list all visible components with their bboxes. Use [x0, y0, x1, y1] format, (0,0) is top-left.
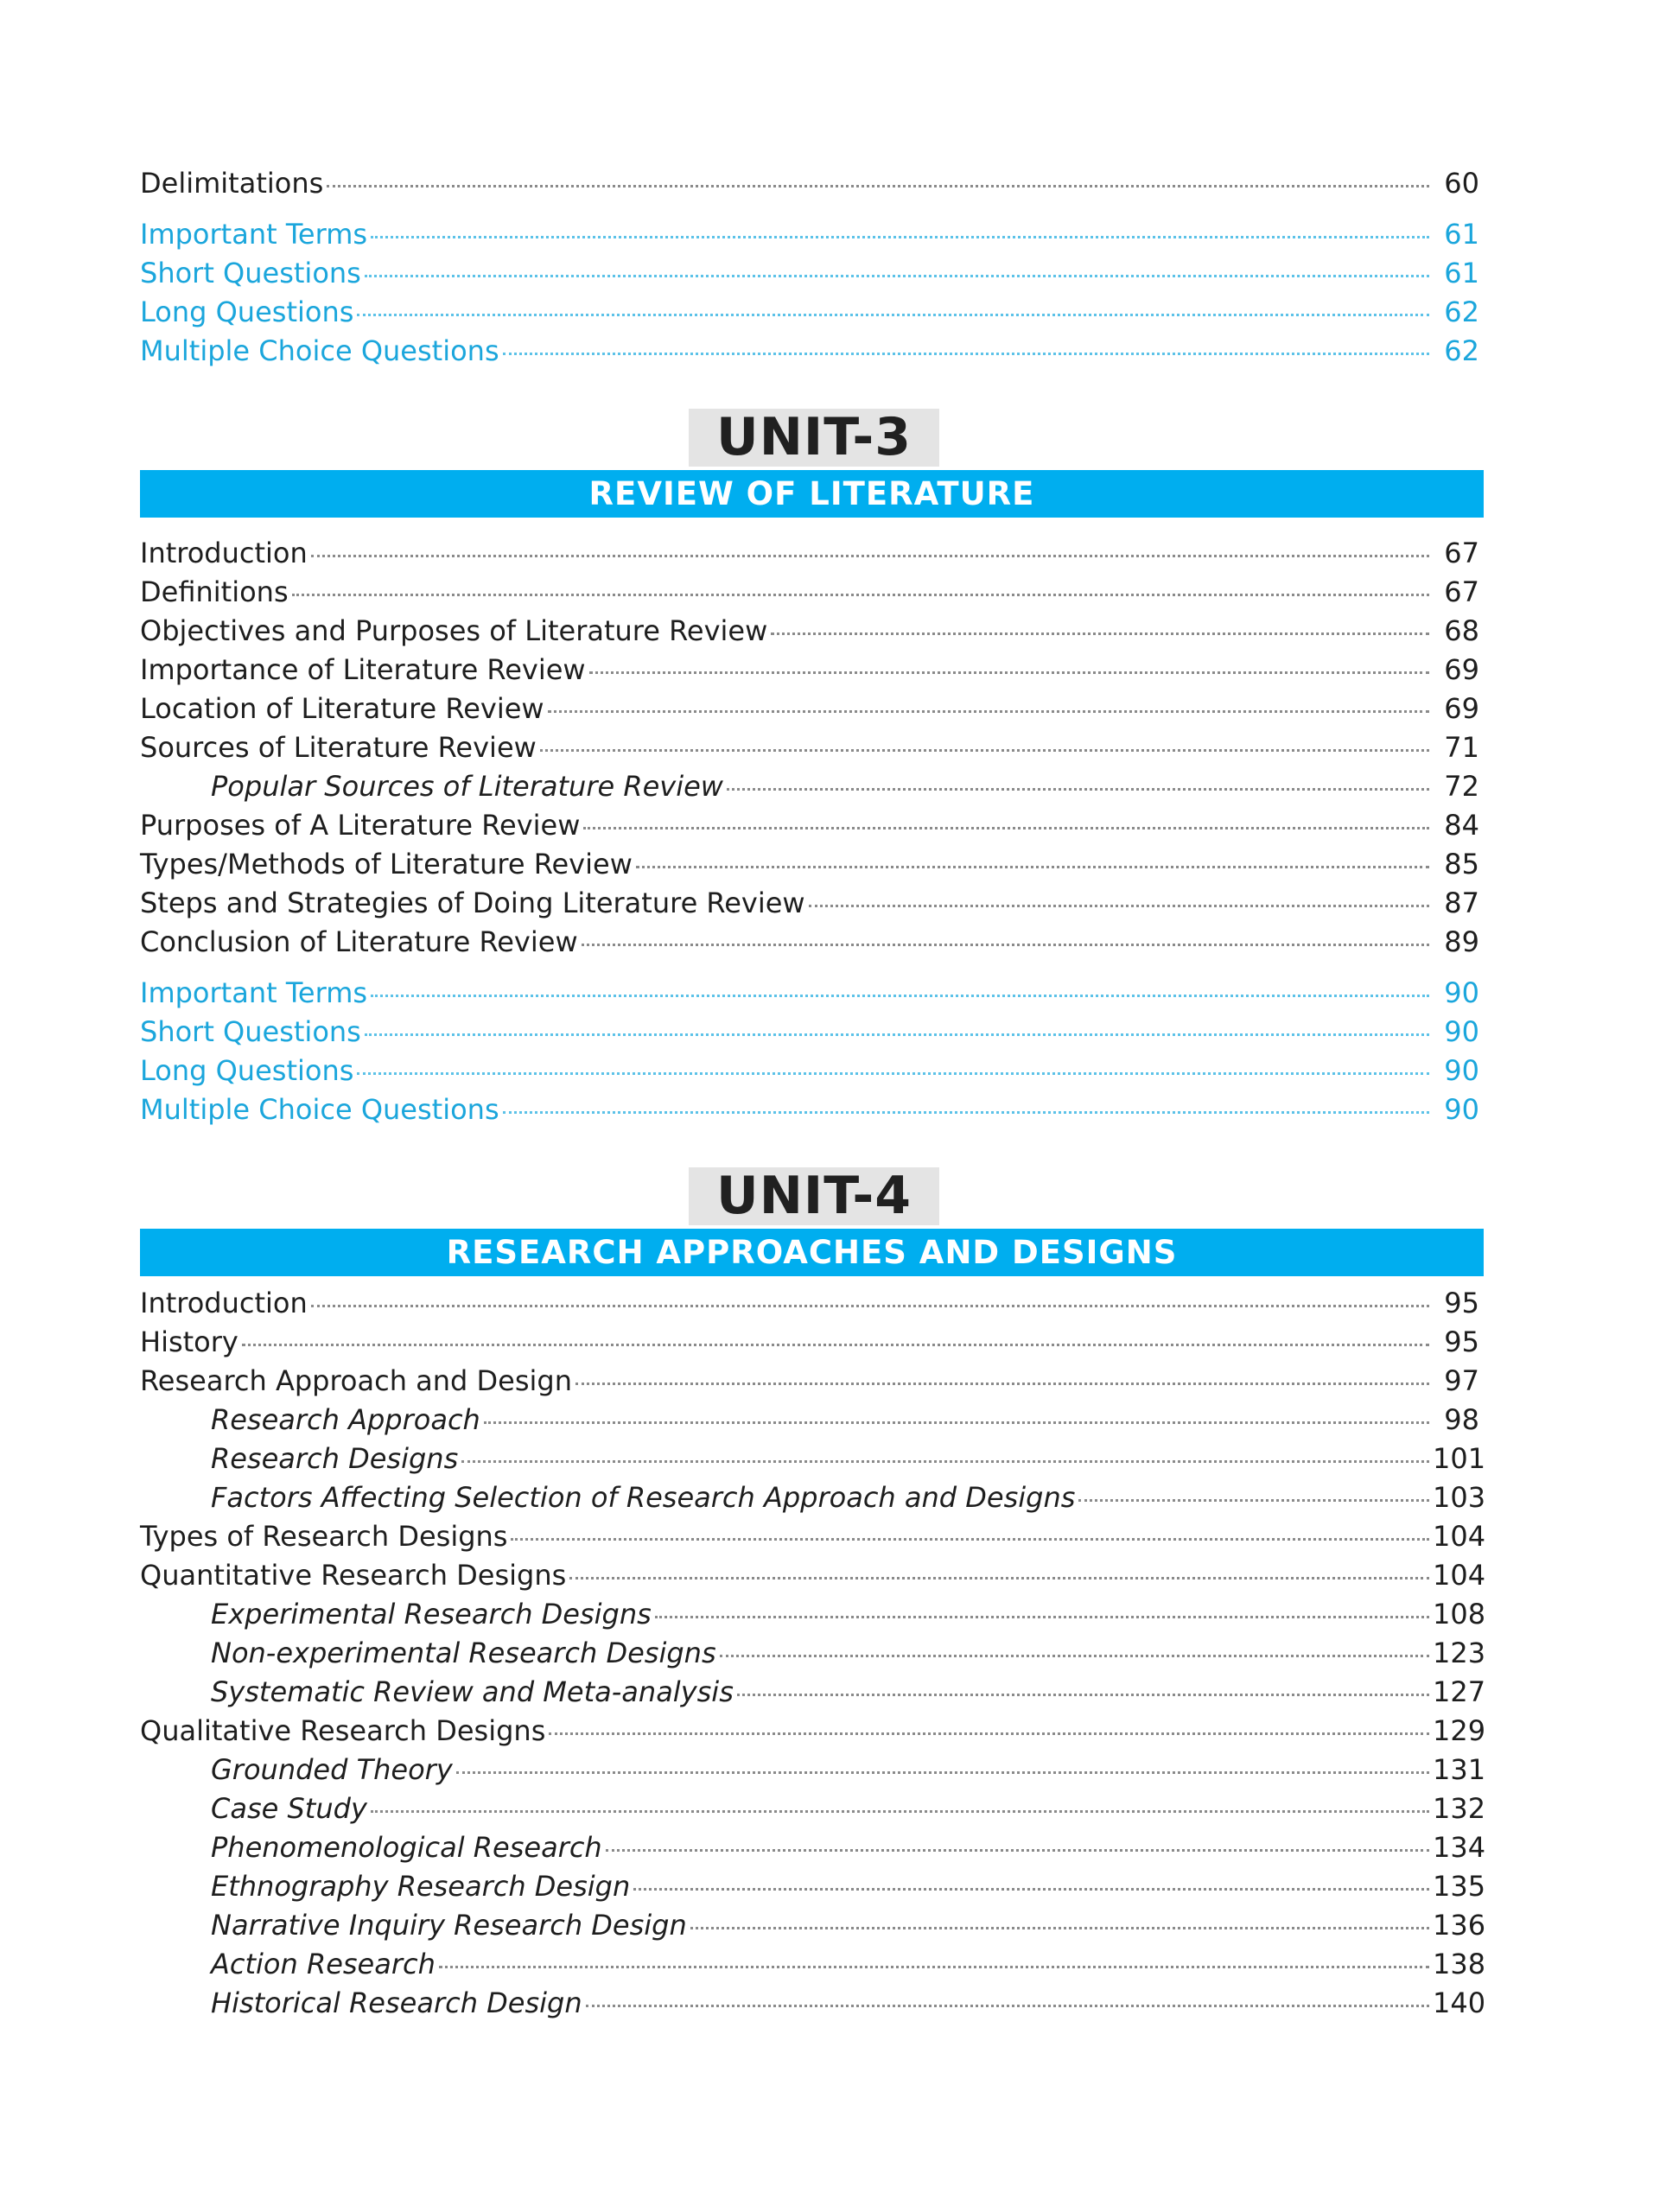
toc-entry-title: Short Questions [140, 257, 361, 289]
dot-leader [582, 943, 1429, 946]
toc-entry[interactable] [140, 1013, 1479, 1052]
toc-entry[interactable] [140, 1284, 1479, 1323]
toc-entry-page: 90 [1444, 1054, 1479, 1087]
toc-entry-title: Action Research [211, 1948, 436, 1980]
dot-leader [655, 1615, 1429, 1618]
toc-entry-title: Conclusion of Literature Review [140, 925, 578, 958]
toc-entry-page: 90 [1444, 976, 1479, 1009]
dot-leader [1078, 1498, 1429, 1502]
toc-entry-page: 87 [1444, 887, 1479, 919]
dot-leader [549, 1732, 1429, 1735]
toc-entry-page: 108 [1433, 1598, 1486, 1630]
dot-leader [633, 1887, 1429, 1891]
toc-entry-page: 60 [1444, 167, 1479, 200]
toc-entry-page: 67 [1444, 537, 1479, 569]
toc-entry-title: Objectives and Purposes of Literature Review [140, 614, 768, 647]
dot-leader [292, 593, 1429, 596]
toc-entry[interactable] [140, 254, 1479, 293]
dot-leader [503, 352, 1429, 355]
toc-entry-title: Long Questions [140, 1054, 354, 1087]
toc-entry-page: 127 [1433, 1675, 1486, 1708]
toc-entry-title: Systematic Review and Meta-analysis [211, 1675, 734, 1708]
unit3-title-bar: REVIEW OF LITERATURE [140, 470, 1484, 518]
toc-entry-page: 131 [1433, 1753, 1486, 1786]
dot-leader [484, 1421, 1429, 1424]
dot-leader [548, 709, 1429, 713]
toc-entry-title: Multiple Choice Questions [140, 334, 499, 367]
toc-entry-page: 103 [1433, 1481, 1486, 1514]
toc-entry-title: Sources of Literature Review [140, 731, 537, 764]
dot-leader [589, 671, 1429, 674]
toc-entry-page: 136 [1433, 1909, 1486, 1942]
dot-leader [456, 1770, 1429, 1774]
toc-entry-title: Important Terms [140, 218, 368, 251]
dot-leader [575, 1382, 1429, 1385]
toc-entry-page: 84 [1444, 809, 1479, 842]
toc-entry-title: Delimitations [140, 167, 324, 200]
dot-leader [311, 1304, 1429, 1307]
toc-entry-title: Factors Affecting Selection of Research Approach and Designs [211, 1481, 1076, 1514]
toc-entry[interactable] [140, 573, 1479, 612]
toc-entry-title: Qualitative Research Designs [140, 1714, 546, 1747]
toc-subentry[interactable] [140, 1828, 1486, 1867]
toc-entry[interactable] [140, 293, 1479, 332]
toc-entry[interactable] [140, 1323, 1479, 1362]
toc-entry-page: 68 [1444, 614, 1479, 647]
dot-leader [809, 904, 1429, 907]
dot-leader [439, 1965, 1429, 1968]
toc-entry[interactable] [140, 1090, 1479, 1129]
toc-subentry[interactable] [140, 1634, 1486, 1673]
toc-entry[interactable] [140, 612, 1479, 651]
toc-entry-title: Historical Research Design [211, 1986, 582, 2019]
toc-entry-page: 62 [1444, 296, 1479, 328]
toc-entry[interactable] [140, 1362, 1479, 1401]
toc-entry-page: 140 [1433, 1986, 1486, 2019]
dot-leader [327, 184, 1429, 188]
toc-entry-page: 67 [1444, 575, 1479, 608]
toc-entry-title: Ethnography Research Design [211, 1870, 631, 1903]
toc-subentry[interactable] [140, 767, 1479, 806]
toc-entry-page: 95 [1444, 1287, 1479, 1319]
dot-leader [371, 994, 1429, 997]
unit3-label: UNIT-3 [689, 409, 939, 467]
dot-leader [365, 274, 1429, 277]
toc-entry-page: 123 [1433, 1637, 1486, 1669]
toc-entry-title: Short Questions [140, 1015, 361, 1048]
toc-entry-title: Introduction [140, 1287, 308, 1319]
toc-entry[interactable] [140, 845, 1479, 884]
toc-entry-page: 90 [1444, 1093, 1479, 1126]
toc-subentry[interactable] [140, 1789, 1486, 1828]
dot-leader [311, 554, 1429, 557]
toc-subentry[interactable] [140, 1595, 1486, 1634]
toc-entry-title: Important Terms [140, 976, 368, 1009]
toc-subentry[interactable] [140, 1751, 1486, 1789]
dot-leader [690, 1926, 1429, 1929]
dot-leader [636, 865, 1429, 868]
toc-entry-page: 90 [1444, 1015, 1479, 1048]
toc-entry[interactable] [140, 1517, 1486, 1556]
toc-entry[interactable] [140, 806, 1479, 845]
toc-entry-title: Definitions [140, 575, 289, 608]
dot-leader [461, 1459, 1429, 1463]
toc-subentry[interactable] [140, 1867, 1486, 1906]
toc-entry-page: 132 [1433, 1792, 1486, 1825]
dot-leader [606, 1848, 1429, 1852]
toc-subentry[interactable] [140, 1945, 1486, 1984]
toc-entry-title: Experimental Research Designs [211, 1598, 652, 1630]
dot-leader [771, 632, 1429, 635]
toc-entry-page: 61 [1444, 218, 1479, 251]
toc-entry-title: Case Study [211, 1792, 367, 1825]
toc-entry[interactable] [140, 884, 1479, 923]
toc-entry-title: Location of Literature Review [140, 692, 544, 725]
spacer [140, 962, 1479, 974]
unit3-toc [140, 534, 1479, 1129]
dot-leader [357, 313, 1429, 316]
dot-leader [357, 1071, 1429, 1075]
toc-entry-title: Steps and Strategies of Doing Literature Review [140, 887, 805, 919]
toc-entry-title: Long Questions [140, 296, 354, 328]
toc-entry-title: Multiple Choice Questions [140, 1093, 499, 1126]
toc-entry-title: Introduction [140, 537, 308, 569]
toc-entry-page: 135 [1433, 1870, 1486, 1903]
dot-leader [371, 1809, 1429, 1813]
toc-entry[interactable] [140, 1556, 1486, 1595]
toc-entry-page: 71 [1444, 731, 1479, 764]
toc-entry[interactable] [140, 164, 1479, 203]
toc-entry[interactable] [140, 534, 1479, 573]
toc-entry-page: 95 [1444, 1325, 1479, 1358]
toc-entry[interactable] [140, 1052, 1479, 1090]
dot-leader [365, 1033, 1429, 1036]
toc-entry-title: Research Designs [211, 1442, 459, 1475]
toc-entry-page: 69 [1444, 692, 1479, 725]
toc-entry-title: History [140, 1325, 238, 1358]
toc-entry-title: Phenomenological Research [211, 1831, 602, 1864]
dot-leader [503, 1110, 1429, 1114]
toc-entry-page: 62 [1444, 334, 1479, 367]
toc-entry[interactable] [140, 690, 1479, 728]
toc-entry-title: Quantitative Research Designs [140, 1559, 567, 1592]
dot-leader [586, 2004, 1429, 2007]
toc-entry-title: Purposes of A Literature Review [140, 809, 581, 842]
toc-entry-page: 98 [1444, 1403, 1479, 1436]
unit4-label: UNIT-4 [689, 1167, 939, 1225]
toc-entry-page: 72 [1444, 770, 1479, 803]
spacer [140, 203, 1479, 215]
toc-entry-title: Popular Sources of Literature Review [211, 770, 723, 803]
toc-entry-title: Non-experimental Research Designs [211, 1637, 716, 1669]
unit2-toc [140, 164, 1479, 371]
dot-leader [511, 1537, 1429, 1541]
toc-entry-page: 61 [1444, 257, 1479, 289]
toc-entry-title: Narrative Inquiry Research Design [211, 1909, 687, 1942]
toc-entry-page: 101 [1433, 1442, 1486, 1475]
dot-leader [720, 1654, 1429, 1657]
dot-leader [569, 1576, 1429, 1580]
toc-subentry[interactable] [140, 1906, 1486, 1945]
toc-entry-page: 89 [1444, 925, 1479, 958]
toc-entry-title: Research Approach and Design [140, 1364, 573, 1397]
toc-subentry[interactable] [140, 1401, 1479, 1440]
toc-entry-page: 69 [1444, 653, 1479, 686]
dot-leader [540, 748, 1429, 752]
toc-entry-page: 97 [1444, 1364, 1479, 1397]
toc-entry-page: 85 [1444, 848, 1479, 880]
dot-leader [242, 1343, 1429, 1346]
dot-leader [727, 787, 1429, 791]
toc-entry-title: Types/Methods of Literature Review [140, 848, 633, 880]
unit4-title-bar: RESEARCH APPROACHES AND DESIGNS [140, 1229, 1484, 1276]
toc-entry[interactable] [140, 1712, 1486, 1751]
toc-entry-page: 138 [1433, 1948, 1486, 1980]
toc-subentry[interactable] [140, 1984, 1486, 2023]
dot-leader [583, 826, 1429, 830]
toc-entry-title: Grounded Theory [211, 1753, 453, 1786]
toc-subentry[interactable] [140, 1440, 1486, 1478]
unit4-toc [140, 1284, 1486, 2023]
toc-subentry[interactable] [140, 1478, 1486, 1517]
toc-entry-page: 104 [1433, 1520, 1486, 1553]
toc-entry-title: Research Approach [211, 1403, 480, 1436]
dot-leader [737, 1693, 1429, 1696]
toc-entry[interactable] [140, 651, 1479, 690]
toc-entry-page: 134 [1433, 1831, 1486, 1864]
toc-subentry[interactable] [140, 1673, 1486, 1712]
dot-leader [371, 235, 1429, 238]
toc-entry[interactable] [140, 215, 1479, 254]
toc-entry[interactable] [140, 923, 1479, 962]
toc-entry[interactable] [140, 332, 1479, 371]
toc-entry-page: 104 [1433, 1559, 1486, 1592]
toc-entry-title: Importance of Literature Review [140, 653, 586, 686]
toc-entry-title: Types of Research Designs [140, 1520, 508, 1553]
toc-entry-page: 129 [1433, 1714, 1486, 1747]
toc-entry[interactable] [140, 974, 1479, 1013]
toc-entry[interactable] [140, 728, 1479, 767]
